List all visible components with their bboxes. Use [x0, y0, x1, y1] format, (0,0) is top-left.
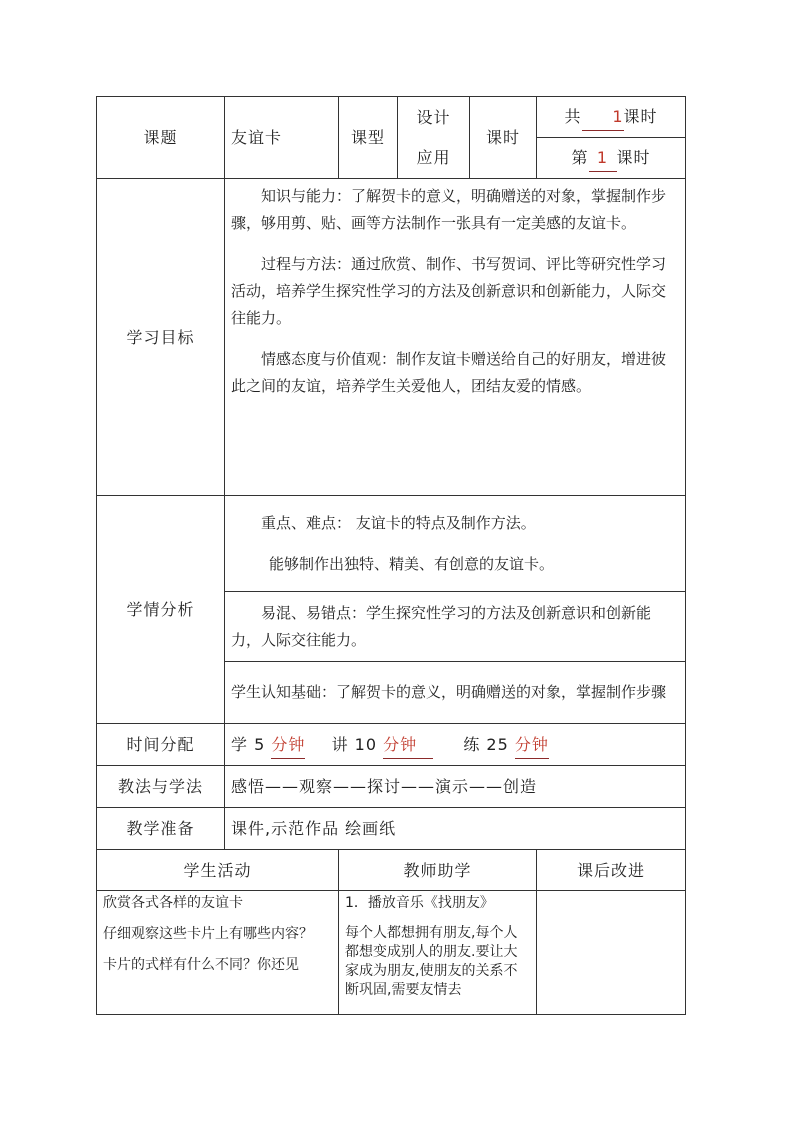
nth-num: 1	[589, 144, 617, 172]
methods-value: 感悟——观察——探讨——演示——创造	[225, 766, 686, 808]
student-activity-2: 仔细观察这些卡片上有哪些内容？	[103, 926, 313, 942]
type-value-line-2: 应用	[416, 147, 451, 167]
objectives-content	[225, 179, 686, 496]
teacher-help-1: 1．播放音乐《找朋友》	[345, 895, 494, 911]
time-learn-unit: 分钟	[271, 731, 305, 759]
confusions-text: 易混、易错点：学生探究性学习的方法及创新意识和创新能力，人际交往能力。	[231, 603, 652, 649]
time-lecture-unit: 分钟	[383, 731, 433, 759]
teacher-help-2: 每个人都想拥有朋友,每个人都想变成别人的朋友.要让大家成为朋友,使朋友的关系不断巩固,需要友情去	[345, 925, 518, 998]
time-label: 时间分配	[97, 724, 225, 766]
nth-prefix: 第	[571, 148, 589, 167]
objective-knowledge: 知识与能力：了解贺卡的意义，明确赠送的对象，掌握制作步骤，够用剪、贴、画等方法制作一张具有一定美感的友谊卡。	[231, 187, 667, 232]
col-student-activity: 学生活动	[97, 850, 339, 891]
teacher-help-cell	[339, 891, 537, 1015]
type-label: 课型	[339, 97, 398, 179]
methods-label: 教法与学法	[97, 766, 225, 808]
analysis-cognition	[225, 662, 686, 724]
analysis-confusions	[225, 592, 686, 662]
analysis-label: 学情分析	[97, 496, 225, 724]
nth-hour	[537, 138, 686, 179]
col-improvement: 课后改进	[537, 850, 686, 891]
time-learn: 学 5	[231, 734, 266, 754]
total-prefix: 共	[564, 107, 582, 126]
lesson-plan-table	[96, 96, 686, 1015]
total-suffix: 课时	[623, 107, 658, 126]
objectives-label: 学习目标	[97, 179, 225, 496]
time-practice: 练 25	[463, 734, 509, 754]
total-hours	[537, 97, 686, 138]
objective-emotion: 情感态度与价值观：制作友谊卡赠送给自己的好朋友，增进彼此之间的友谊，培养学生关爱他人，团结友爱的情感。	[231, 350, 667, 395]
key-points-line: 重点、难点： 友谊卡的特点及制作方法。	[261, 513, 536, 532]
cognition-text: 学生认知基础：了解贺卡的意义，明确赠送的对象，掌握制作步骤	[231, 683, 667, 701]
topic-value: 友谊卡	[225, 97, 339, 179]
col-teacher-help: 教师助学	[339, 850, 537, 891]
time-practice-unit: 分钟	[515, 731, 549, 759]
prep-label: 教学准备	[97, 808, 225, 850]
time-lecture: 讲 10	[331, 734, 378, 754]
time-allocation	[225, 724, 686, 766]
prep-value: 课件,示范作品 绘画纸	[225, 808, 686, 850]
analysis-key-points	[225, 496, 686, 592]
key-points-line-2: 能够制作出独特、精美、有创意的友谊卡。	[269, 554, 555, 573]
nth-suffix: 课时	[616, 148, 651, 167]
hours-label: 课时	[470, 97, 537, 179]
improvement-cell	[537, 891, 686, 1015]
topic-label: 课题	[97, 97, 225, 179]
student-activity-1: 欣赏各式各样的友谊卡	[103, 895, 243, 911]
type-value-line-1: 设计	[416, 107, 451, 127]
total-num: 1	[582, 103, 624, 131]
student-activity-3: 卡片的式样有什么不同？你还见	[103, 957, 299, 973]
objective-process: 过程与方法：通过欣赏、制作、书写贺词、评比等研究性学习活动，培养学生探究性学习的方法及创新意识和创新能力，人际交往能力。	[231, 255, 667, 327]
type-value	[398, 97, 470, 179]
student-activity-cell	[97, 891, 339, 1015]
